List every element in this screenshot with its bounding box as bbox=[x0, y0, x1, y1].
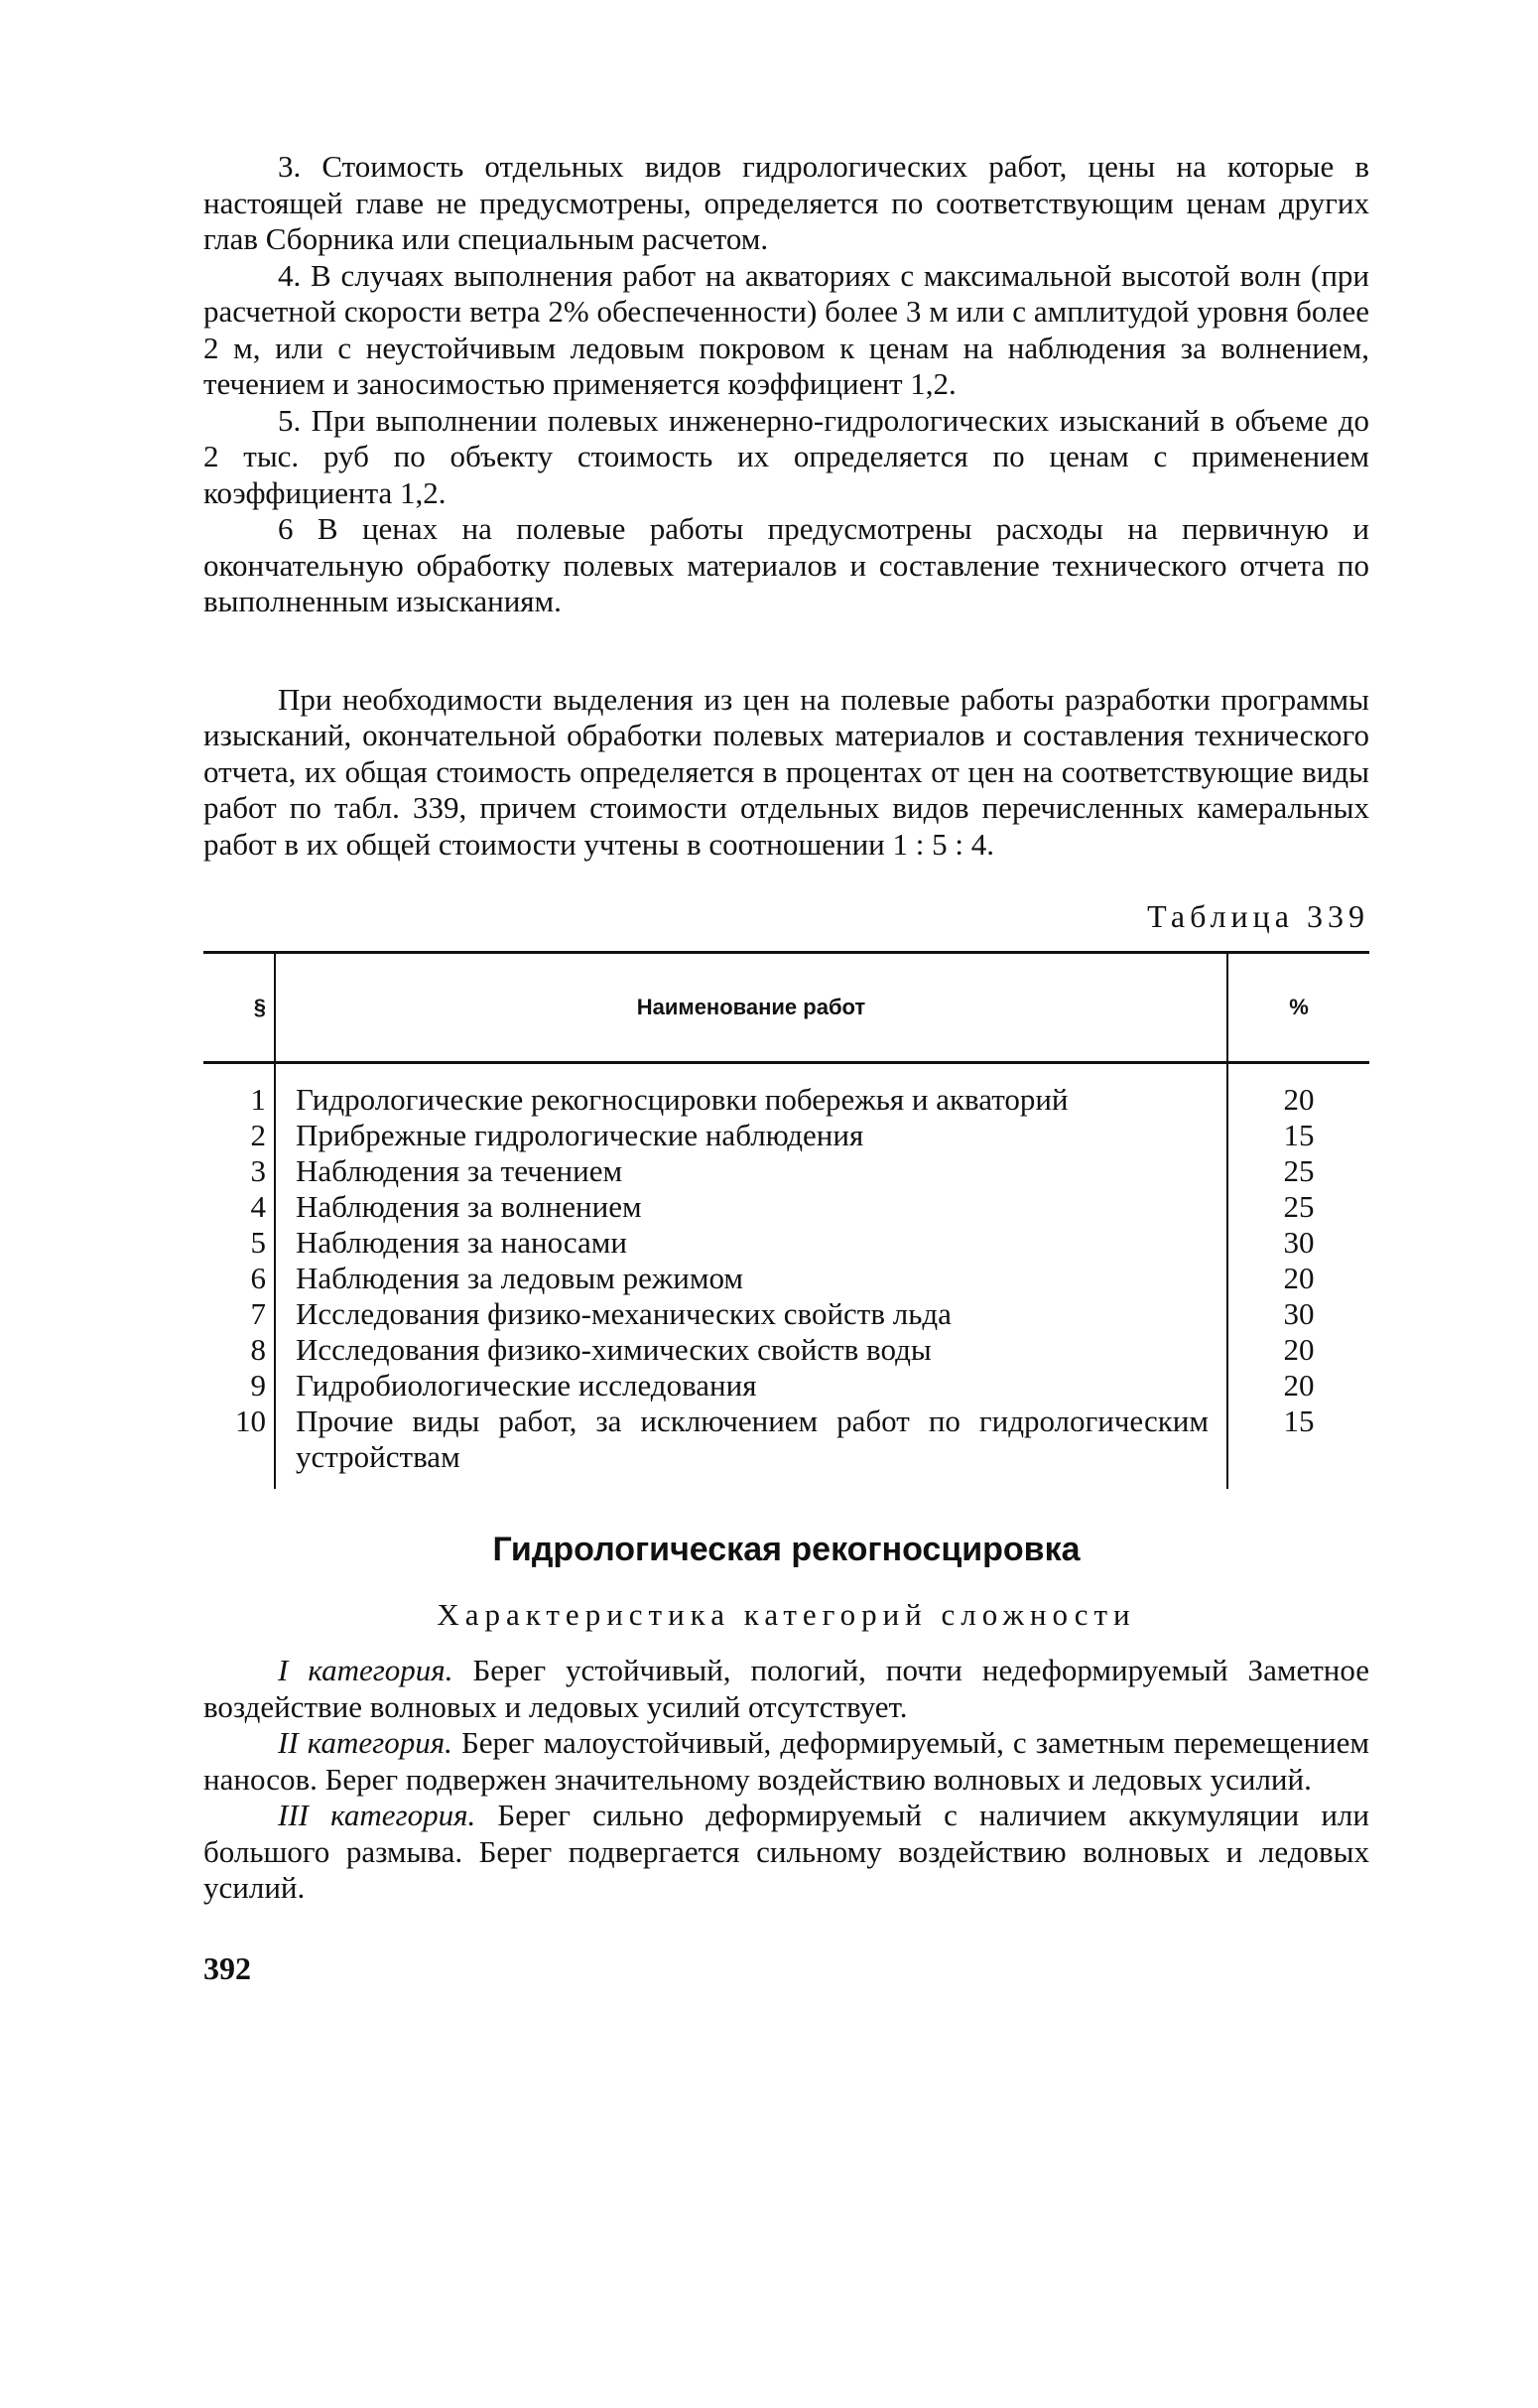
row-percent: 30 bbox=[1283, 1225, 1315, 1260]
table-row bbox=[203, 1189, 1369, 1225]
row-percent: 20 bbox=[1283, 1082, 1315, 1117]
row-number: 3 bbox=[203, 1153, 275, 1189]
table-row bbox=[203, 1118, 1369, 1153]
row-percent: 20 bbox=[1283, 1368, 1315, 1403]
row-number: 1 bbox=[203, 1063, 275, 1119]
table-caption: Таблица 339 bbox=[1147, 898, 1369, 934]
category-paragraph-1 bbox=[203, 1653, 1369, 1725]
table-row bbox=[203, 1332, 1369, 1368]
category-label: I категория. bbox=[278, 1653, 453, 1687]
table-row bbox=[203, 1225, 1369, 1261]
table-header-row bbox=[203, 953, 1369, 1063]
row-number: 5 bbox=[203, 1225, 275, 1261]
category-text: Берег малоустойчивый, деформируемый, с заметным перемещением наносов. Берег подвержен значительному воздействию волновых и ледовых усилий. bbox=[203, 1725, 1370, 1797]
category-paragraph-2 bbox=[203, 1725, 1369, 1798]
row-number: 7 bbox=[203, 1296, 275, 1332]
paragraph-item-3: 3. Стоимость отдельных видов гидрологических работ, цены на которые в настоящей главе не предусмотрены, определяется по соответствующим ценам других глав Сборника или специальным расчетом. bbox=[203, 149, 1369, 256]
category-label: II категория. bbox=[278, 1725, 452, 1760]
row-percent: 30 bbox=[1283, 1296, 1315, 1331]
row-work-name: Наблюдения за наносами bbox=[275, 1225, 1227, 1261]
row-work-name: Прочие виды работ, за исключением работ по гидрологическим устройствам bbox=[275, 1404, 1227, 1489]
document-page bbox=[203, 149, 1369, 1987]
paragraph-note: При необходимости выделения из цен на полевые работы разработки программы изысканий, окончательной обработки полевых материалов и составления технического отчета, их общая стоимость определяется в процентах от цен на соответствующие виды работ по табл. 339, причем стоимости отдельных видов перечисленных камеральных работ в их общей стоимости учтены в соотношении 1 : 5 : 4. bbox=[203, 681, 1369, 862]
row-percent: 25 bbox=[1283, 1153, 1315, 1188]
section-title: Гидрологическая рекогносцировка bbox=[492, 1531, 1081, 1568]
header-percent: % bbox=[1227, 953, 1369, 1063]
work-percentage-table bbox=[203, 951, 1369, 1489]
row-work-name: Гидрологические рекогносцировки побережья и акваторий bbox=[275, 1063, 1227, 1119]
row-number: 10 bbox=[203, 1404, 275, 1489]
table-row bbox=[203, 1368, 1369, 1404]
row-work-name: Наблюдения за ледовым режимом bbox=[275, 1261, 1227, 1296]
row-number: 6 bbox=[203, 1261, 275, 1296]
row-number: 9 bbox=[203, 1368, 275, 1404]
row-percent: 15 bbox=[1283, 1118, 1315, 1152]
row-number: 4 bbox=[203, 1189, 275, 1225]
table-row bbox=[203, 1296, 1369, 1332]
paragraph-item-6: 6 В ценах на полевые работы предусмотрены расходы на первичную и окончательную обработку полевых материалов и составление технического отчета по выполненным изысканиям. bbox=[203, 511, 1369, 618]
row-percent: 20 bbox=[1283, 1332, 1315, 1367]
row-work-name: Прибрежные гидрологические наблюдения bbox=[275, 1118, 1227, 1153]
row-work-name: Наблюдения за течением bbox=[275, 1153, 1227, 1189]
row-percent: 20 bbox=[1283, 1261, 1315, 1295]
row-number: 2 bbox=[203, 1118, 275, 1153]
category-paragraph-3 bbox=[203, 1798, 1369, 1907]
paragraph-item-5: 5. При выполнении полевых инженерно-гидрологических изысканий в объеме до 2 тыс. руб по объекту стоимость их определяется по ценам с применением коэффициента 1,2. bbox=[203, 402, 1369, 510]
row-work-name: Наблюдения за волнением bbox=[275, 1189, 1227, 1225]
table-row bbox=[203, 1261, 1369, 1296]
header-work-name: Наименование работ bbox=[275, 953, 1227, 1063]
paragraph-item-4: 4. В случаях выполнения работ на акваториях с максимальной высотой волн (при расчетной скорости ветра 2% обеспеченности) более 3 м или с амплитудой уровня более 2 м, или с неустойчивым ледовым покровом к ценам на наблюдения за волнением, течением и заносимостью применяется коэффициент 1,2. bbox=[203, 257, 1369, 401]
row-percent: 25 bbox=[1283, 1189, 1315, 1224]
row-work-name: Гидробиологические исследования bbox=[275, 1368, 1227, 1404]
row-percent: 15 bbox=[1283, 1404, 1315, 1438]
table-row bbox=[203, 1063, 1369, 1119]
subsection-title: Характеристика категорий сложности bbox=[437, 1597, 1136, 1632]
table-row bbox=[203, 1153, 1369, 1189]
category-text: Берег устойчивый, пологий, почти недеформируемый Заметное воздействие волновых и ледовых усилий отсутствует. bbox=[203, 1653, 1370, 1724]
row-work-name: Исследования физико-механических свойств льда bbox=[275, 1296, 1227, 1332]
row-number: 8 bbox=[203, 1332, 275, 1368]
table-row bbox=[203, 1404, 1369, 1489]
header-number: § bbox=[203, 953, 275, 1063]
page-number: 392 bbox=[203, 1949, 251, 1986]
category-label: III категория. bbox=[278, 1798, 476, 1832]
row-work-name: Исследования физико-химических свойств воды bbox=[275, 1332, 1227, 1368]
category-text: Берег сильно деформируемый с наличием аккумуляции или большого размыва. Берег подвергается сильному воздействию волновых и ледовых усилий. bbox=[203, 1798, 1369, 1905]
